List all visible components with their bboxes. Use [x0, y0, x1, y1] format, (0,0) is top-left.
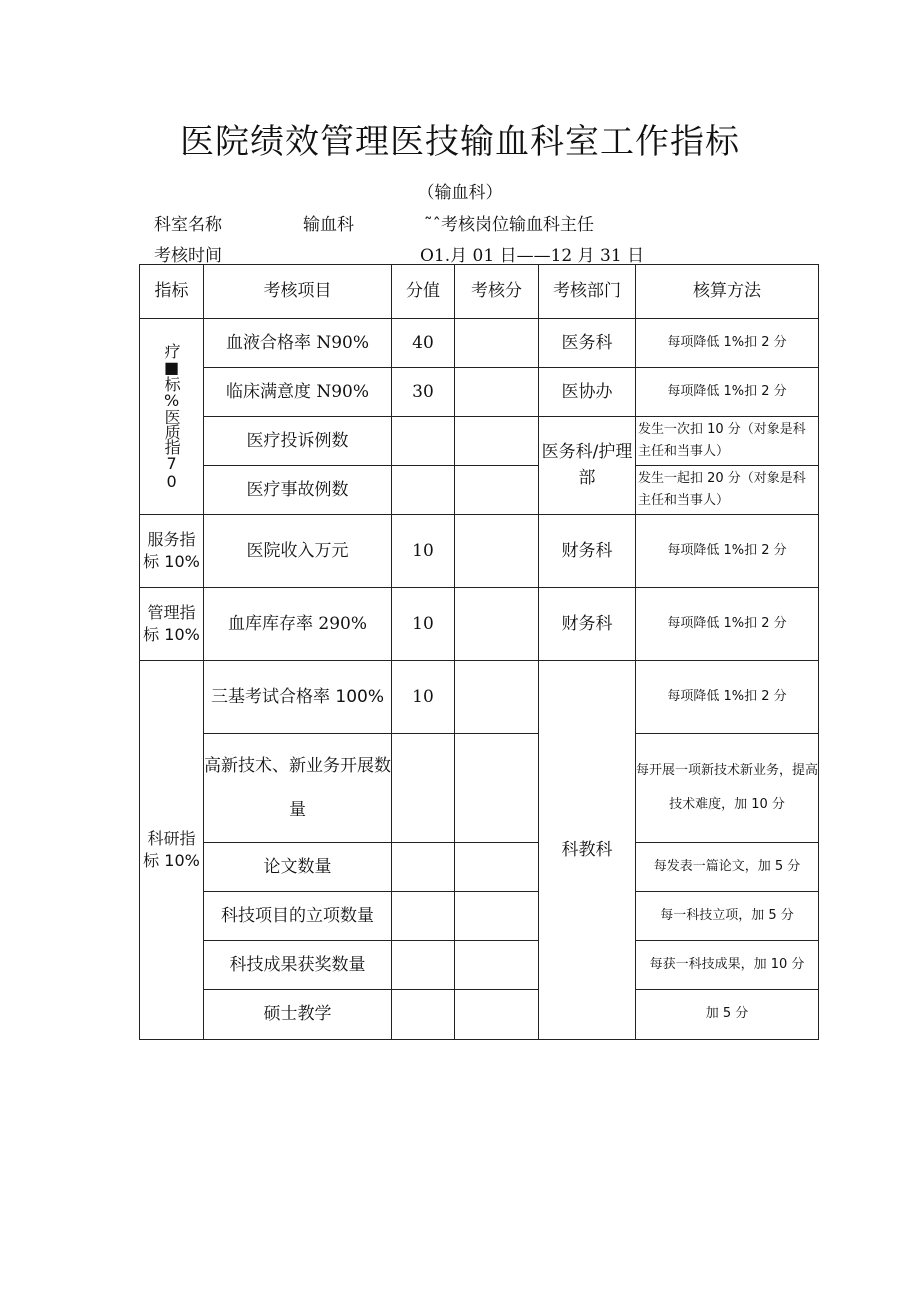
score-cell — [392, 941, 455, 990]
post-text: ˜ˆ考核岗位输血科主任 — [424, 215, 594, 235]
item-cell: 高新技术、新业务开展数量 — [204, 734, 392, 843]
group-management: 管理指标 10% — [140, 588, 204, 661]
item-cell: 科技成果获奖数量 — [204, 941, 392, 990]
item-cell: 三基考试合格率 100% — [204, 661, 392, 734]
assessed-score-cell — [455, 734, 539, 843]
dept-cell: 财务科 — [539, 588, 636, 661]
item-cell: 硕士教学 — [204, 990, 392, 1040]
method-cell: 每项降低 1%扣 2 分 — [636, 319, 819, 368]
header-method: 核算方法 — [636, 265, 819, 319]
item-cell: 科技项目的立项数量 — [204, 892, 392, 941]
assessed-score-cell — [455, 941, 539, 990]
method-cell: 每开展一项新技术新业务，提高技术难度，加 10 分 — [636, 734, 819, 843]
table-row — [140, 892, 819, 941]
header-assessed-score: 考核分 — [455, 265, 539, 319]
dept-cell: 医务科 — [539, 319, 636, 368]
header-department: 考核部门 — [539, 265, 636, 319]
method-cell: 每项降低 1%扣 2 分 — [636, 515, 819, 588]
method-cell: 每获一科技成果，加 10 分 — [636, 941, 819, 990]
dept-label: 科室名称 — [154, 215, 222, 235]
table-row — [140, 319, 819, 368]
score-cell — [392, 466, 455, 515]
score-cell: 10 — [392, 515, 455, 588]
method-cell: 发生一起扣 20 分（对象是科主任和当事人） — [636, 466, 819, 515]
assessed-score-cell — [455, 661, 539, 734]
score-cell: 10 — [392, 588, 455, 661]
assessed-score-cell — [455, 990, 539, 1040]
assessed-score-cell — [455, 417, 539, 466]
table-row — [140, 734, 819, 843]
indicator-table — [139, 264, 819, 1040]
assessed-score-cell — [455, 319, 539, 368]
assessed-score-cell — [455, 515, 539, 588]
method-cell: 发生一次扣 10 分（对象是科主任和当事人） — [636, 417, 819, 466]
assessed-score-cell — [455, 588, 539, 661]
item-cell: 论文数量 — [204, 843, 392, 892]
method-cell: 每项降低 1%扣 2 分 — [636, 368, 819, 417]
item-cell: 血液合格率 N90% — [204, 319, 392, 368]
item-cell: 医院收入万元 — [204, 515, 392, 588]
dept-value: 输血科 — [303, 215, 354, 235]
time-label: 考核时间 — [154, 246, 222, 266]
table-row — [140, 368, 819, 417]
score-cell: 10 — [392, 661, 455, 734]
method-cell: 每项降低 1%扣 2 分 — [636, 661, 819, 734]
group-medical-quality-label: 疗■标%医质指70 — [162, 343, 182, 490]
table-row — [140, 941, 819, 990]
score-cell: 40 — [392, 319, 455, 368]
assessed-score-cell — [455, 466, 539, 515]
score-cell — [392, 734, 455, 843]
document-subtitle: （输血科） — [417, 183, 503, 203]
score-cell — [392, 892, 455, 941]
method-cell: 每一科技立项，加 5 分 — [636, 892, 819, 941]
table-row — [140, 515, 819, 588]
group-medical-quality — [140, 319, 204, 515]
header-row — [140, 265, 819, 319]
assessed-score-cell — [455, 368, 539, 417]
table-row — [140, 661, 819, 734]
method-cell: 每项降低 1%扣 2 分 — [636, 588, 819, 661]
item-cell: 临床满意度 N90% — [204, 368, 392, 417]
dept-cell: 财务科 — [539, 515, 636, 588]
time-value: O1.月 01 日——12 月 31 日 — [420, 246, 645, 266]
score-cell — [392, 990, 455, 1040]
score-cell: 30 — [392, 368, 455, 417]
group-service: 服务指标 10% — [140, 515, 204, 588]
assessed-score-cell — [455, 843, 539, 892]
item-cell: 医疗投诉例数 — [204, 417, 392, 466]
table-row — [140, 466, 819, 515]
document-title: 医院绩效管理医技输血科室工作指标 — [180, 122, 740, 162]
header-score: 分值 — [392, 265, 455, 319]
score-cell — [392, 417, 455, 466]
table-row — [140, 417, 819, 466]
dept-cell: 医协办 — [539, 368, 636, 417]
method-cell: 每发表一篇论文，加 5 分 — [636, 843, 819, 892]
group-research: 科研指标 10% — [140, 661, 204, 1040]
dept-cell: 医务科/护理部 — [539, 417, 636, 515]
item-cell: 医疗事故例数 — [204, 466, 392, 515]
header-item: 考核项目 — [204, 265, 392, 319]
method-cell: 加 5 分 — [636, 990, 819, 1040]
table-row — [140, 588, 819, 661]
score-cell — [392, 843, 455, 892]
table-row — [140, 843, 819, 892]
table-row — [140, 990, 819, 1040]
item-cell: 血库库存率 290% — [204, 588, 392, 661]
assessed-score-cell — [455, 892, 539, 941]
header-indicator: 指标 — [140, 265, 204, 319]
dept-cell: 科教科 — [539, 661, 636, 1040]
